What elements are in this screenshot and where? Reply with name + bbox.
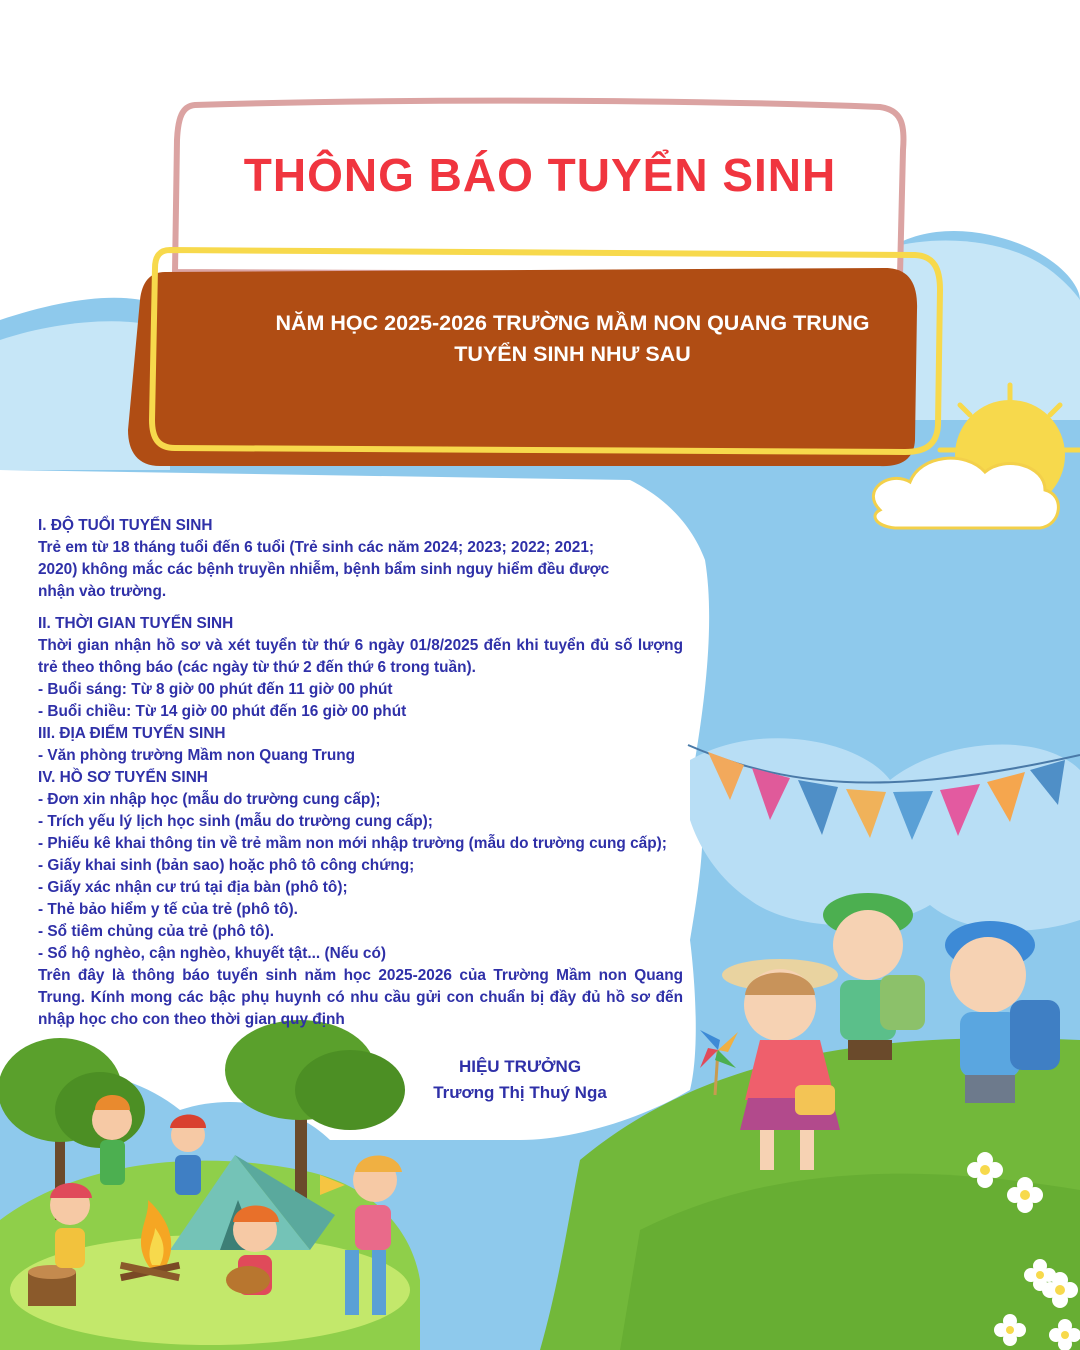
subtitle-banner-text [200,308,945,370]
document-item: - Sổ hộ nghèo, cận nghèo, khuyết tật... (Nếu có) [38,945,387,962]
section-location-text: - Văn phòng trường Mầm non Quang Trung [38,747,356,764]
stump-icon [28,1265,76,1306]
document-item: - Sổ tiêm chủng của trẻ (phô tô). [38,923,274,940]
section-time-text: Thời gian nhận hồ sơ và xét tuyển từ thứ 6 ngày 01/8/2025 đến khi tuyển đủ số lượng trẻ theo thông báo (các ngày từ thứ 2 đến thứ 6 trong tuần). [38,637,683,676]
subtitle-line-2: TUYỂN SINH NHƯ SAU [454,342,691,366]
document-item: - Thẻ bảo hiểm y tế của trẻ (phô tô). [38,901,298,918]
signature-name: Trương Thị Thuý Nga [433,1083,607,1102]
section-time-afternoon: - Buổi chiều: Từ 14 giờ 00 phút đến 16 giờ 00 phút [38,703,407,720]
document-item: - Giấy xác nhận cư trú tại địa bàn (phô tô); [38,879,348,896]
section-time-morning: - Buổi sáng: Từ 8 giờ 00 phút đến 11 giờ 00 phút [38,681,393,698]
document-item: - Trích yếu lý lịch học sinh (mẫu do trường cung cấp); [38,813,433,830]
section-age-heading: I. ĐỘ TUỔI TUYỂN SINH [38,517,213,534]
section-age-text: Trẻ em từ 18 tháng tuổi đến 6 tuổi (Trẻ sinh các năm 2024; 2023; 2022; 2021; 2020) không mắc các bệnh truyền nhiễm, bệnh bẩm sinh nguy hiểm đều được nhận vào trường. [38,539,610,600]
page-title: THÔNG BÁO TUYỂN SINH [243,149,837,201]
section-location-heading: III. ĐỊA ĐIỂM TUYỂN SINH [38,725,226,742]
section-time-heading: II. THỜI GIAN TUYỂN SINH [38,615,234,632]
document-item: - Phiếu kê khai thông tin về trẻ mầm non mới nhập trường (mẫu do trường cung cấp); [38,835,667,852]
document-item: - Giấy khai sinh (bản sao) hoặc phô tô công chứng; [38,857,415,874]
signature-block [410,1054,630,1106]
subtitle-line-1: NĂM HỌC 2025-2026 TRƯỜNG MẦM NON QUANG TRUNG [275,311,870,335]
notice-body [38,515,683,1031]
closing-text: Trên đây là thông báo tuyển sinh năm học 2025-2026 của Trường Mầm non Quang Trung. Kính mong các bậc phụ huynh có nhu cầu gửi con chuẩn bị đầy đủ hồ sơ đến nhập học cho con theo thời gian quy định [38,967,683,1028]
section-documents-heading: IV. HỒ SƠ TUYỂN SINH [38,769,208,786]
signature-role: HIỆU TRƯỞNG [458,1057,582,1076]
document-item: - Đơn xin nhập học (mẫu do trường cung cấp); [38,791,381,808]
